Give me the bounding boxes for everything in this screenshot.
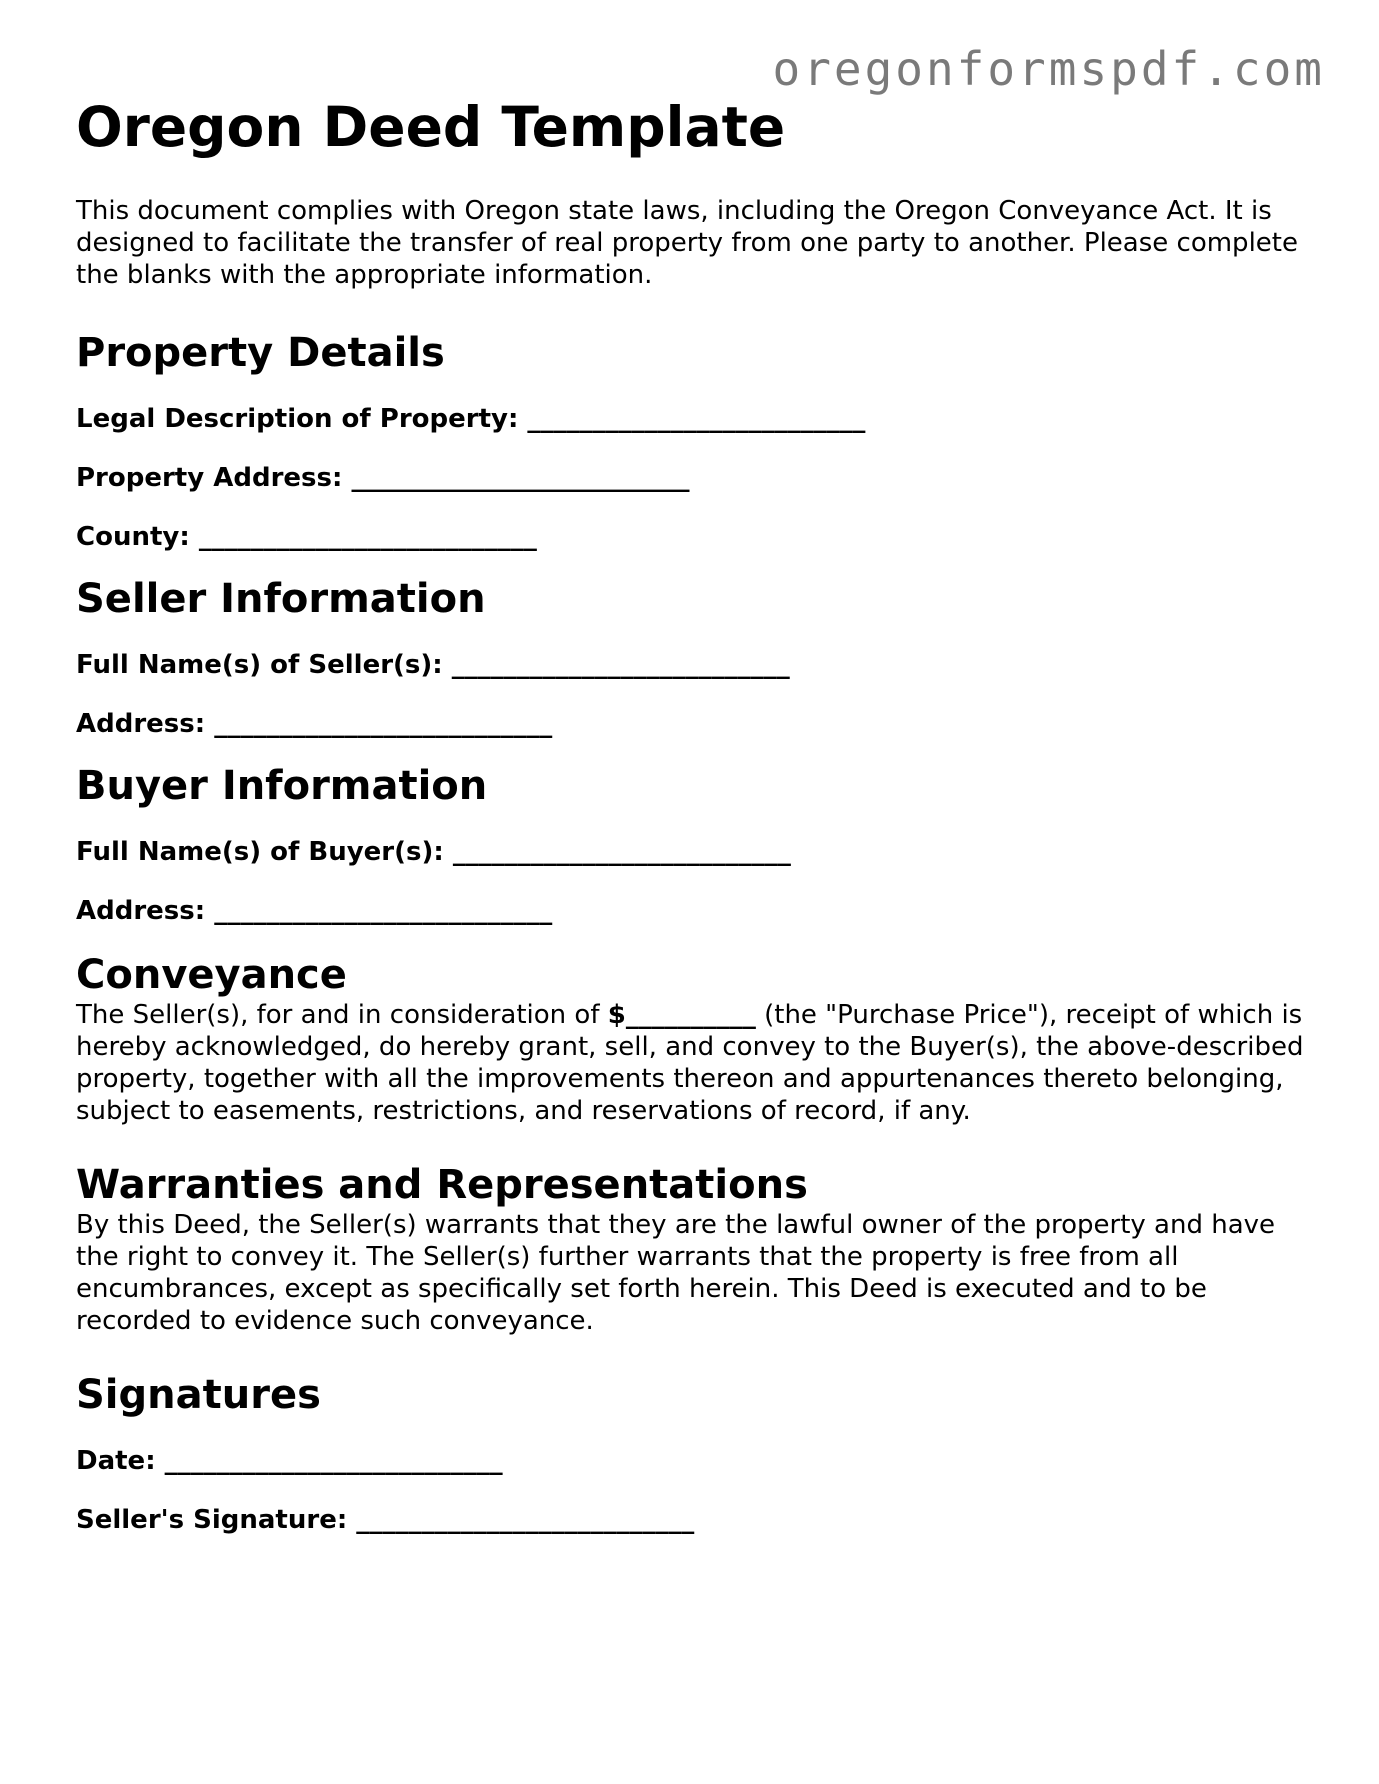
property-address-field[interactable] (76, 462, 1306, 494)
legal-description-blank[interactable]: __________________________ (527, 404, 866, 435)
legal-description-label: Legal Description of Property: (76, 404, 519, 435)
date-field[interactable] (76, 1445, 1306, 1477)
buyer-name-label: Full Name(s) of Buyer(s): (76, 837, 444, 868)
seller-address-field[interactable] (76, 708, 1306, 740)
county-blank[interactable]: __________________________ (198, 522, 537, 553)
date-label: Date: (76, 1446, 156, 1477)
property-address-blank[interactable]: __________________________ (351, 463, 690, 494)
conveyance-heading: Conveyance (76, 952, 347, 999)
legal-description-field[interactable] (76, 403, 1306, 435)
county-label: County: (76, 522, 190, 553)
county-field[interactable] (76, 521, 1306, 553)
buyer-address-field[interactable] (76, 895, 1306, 927)
property-address-label: Property Address: (76, 463, 343, 494)
buyer-name-field[interactable] (76, 836, 1306, 868)
signatures-heading: Signatures (76, 1372, 321, 1419)
warranties-heading: Warranties and Representations (76, 1162, 808, 1209)
property-details-heading: Property Details (76, 330, 445, 377)
seller-information-heading: Seller Information (76, 576, 486, 623)
document-page (76, 96, 1306, 1536)
buyer-address-blank[interactable]: __________________________ (214, 896, 553, 927)
seller-name-field[interactable] (76, 649, 1306, 681)
watermark-text: oregonformspdf.com (772, 42, 1325, 96)
seller-address-label: Address: (76, 709, 206, 740)
conveyance-text-before: The Seller(s), for and in consideration of (76, 1000, 608, 1031)
seller-signature-label: Seller's Signature: (76, 1505, 348, 1536)
date-blank[interactable]: __________________________ (164, 1446, 503, 1477)
intro-paragraph: This document complies with Oregon state laws, including the Oregon Conveyance Act. It is designed to facilitate the transfer of real property from one party to another. Please complete the blanks with the appropriate information. (76, 196, 1298, 291)
buyer-information-heading: Buyer Information (76, 763, 488, 810)
buyer-name-blank[interactable]: __________________________ (452, 837, 791, 868)
conveyance-paragraph (76, 999, 1306, 1127)
seller-signature-field[interactable] (76, 1504, 1306, 1536)
document-title: Oregon Deed Template (76, 95, 786, 159)
seller-address-blank[interactable]: __________________________ (214, 709, 553, 740)
warranties-paragraph: By this Deed, the Seller(s) warrants that they are the lawful owner of the property and have the right to convey it. The Seller(s) further warrants that the property is free from all encumbrances, except as specifically set forth herein. This Deed is executed and to be recorded to evidence such conveyance. (76, 1210, 1276, 1337)
seller-name-blank[interactable]: __________________________ (451, 650, 790, 681)
purchase-price-blank[interactable]: $__________ (607, 1000, 756, 1031)
buyer-address-label: Address: (76, 896, 206, 927)
seller-signature-blank[interactable]: __________________________ (356, 1505, 695, 1536)
conveyance-text-after: (the "Purchase Price"), receipt of which is hereby acknowledged, do hereby grant, sell, and convey to the Buyer(s), the above-described property, together with all the improvements thereon and appurtenances thereto belonging, subject to easements, restrictions, and reservations of record, if any. (76, 1000, 1304, 1127)
seller-name-label: Full Name(s) of Seller(s): (76, 650, 443, 681)
